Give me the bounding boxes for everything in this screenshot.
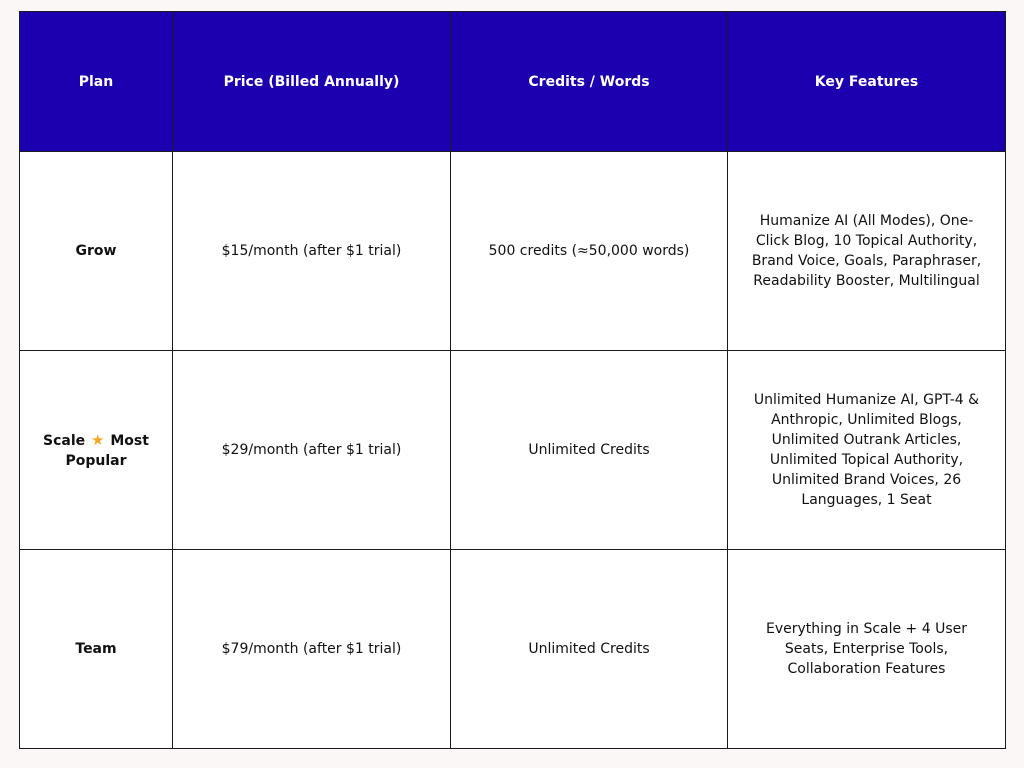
table-header xyxy=(20,12,1006,152)
plan-credits: 500 credits (≈50,000 words) xyxy=(451,152,728,351)
plan-price: $15/month (after $1 trial) xyxy=(173,152,451,351)
star-icon: ★ xyxy=(91,430,105,449)
header-features: Key Features xyxy=(728,12,1006,152)
pricing-table xyxy=(19,11,1006,749)
plan-credits: Unlimited Credits xyxy=(451,550,728,749)
plan-price: $29/month (after $1 trial) xyxy=(173,351,451,550)
plan-name: Team xyxy=(20,550,173,749)
plan-credits: Unlimited Credits xyxy=(451,351,728,550)
header-row xyxy=(20,12,1006,152)
table-body xyxy=(20,152,1006,749)
plan-name-cell xyxy=(20,351,173,550)
plan-name: Scale xyxy=(43,432,86,449)
header-price: Price (Billed Annually) xyxy=(173,12,451,152)
header-credits: Credits / Words xyxy=(451,12,728,152)
plan-name: Grow xyxy=(20,152,173,351)
plan-features: Everything in Scale + 4 User Seats, Enterprise Tools, Collaboration Features xyxy=(728,550,1006,749)
plan-features: Humanize AI (All Modes), One-Click Blog, 10 Topical Authority, Brand Voice, Goals, Paraphraser, Readability Booster, Multilingual xyxy=(728,152,1006,351)
plan-features: Unlimited Humanize AI, GPT-4 & Anthropic, Unlimited Blogs, Unlimited Outrank Articles, Unlimited Topical Authority, Unlimited Brand Voices, 26 Languages, 1 Seat xyxy=(728,351,1006,550)
table-row-grow xyxy=(20,152,1006,351)
table-row-team xyxy=(20,550,1006,749)
most-popular-badge: Most Popular xyxy=(65,432,149,469)
plan-price: $79/month (after $1 trial) xyxy=(173,550,451,749)
header-plan: Plan xyxy=(20,12,173,152)
table-row-scale xyxy=(20,351,1006,550)
